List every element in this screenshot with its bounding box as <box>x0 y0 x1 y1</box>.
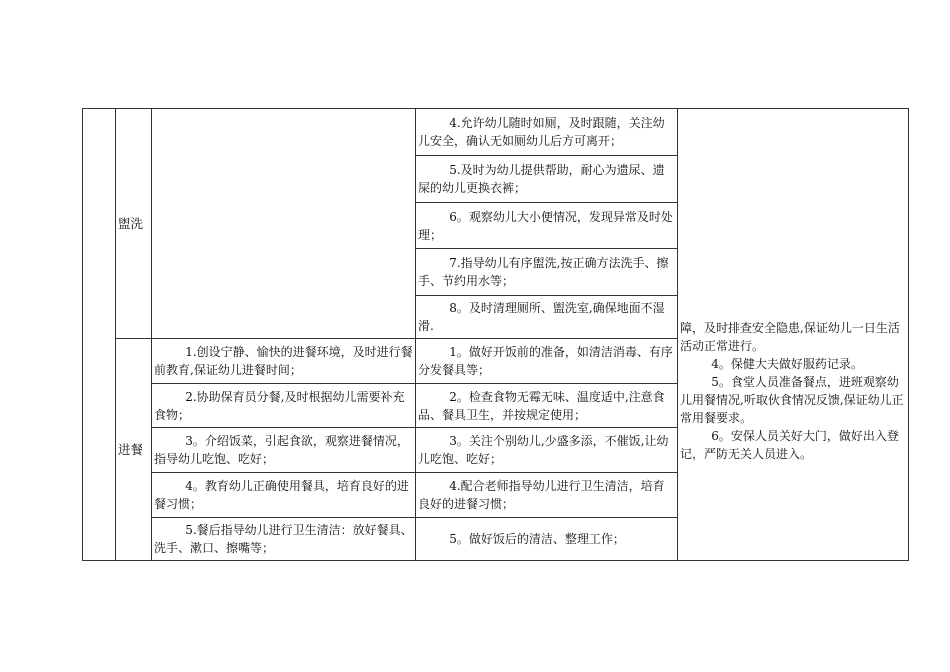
meal-nurse-item: 4.配合老师指导幼儿进行卫生清洁，培育良好的进餐习惯； <box>418 479 665 511</box>
teacher-duty-cell <box>152 339 416 384</box>
teacher-duty-empty-cell <box>152 109 416 339</box>
washing-item: 6。观察幼儿大小便情况，发现异常及时处理； <box>418 209 673 242</box>
teacher-duty-cell <box>152 428 416 473</box>
nurse-duty-cell <box>416 296 678 339</box>
meal-teacher-item: 2.协助保育员分餐,及时根据幼儿需要补充食物； <box>154 389 405 422</box>
category-meal: 进餐 <box>116 339 152 561</box>
teacher-duty-cell <box>152 473 416 518</box>
nurse-duty-cell <box>416 249 678 296</box>
meal-teacher-item: 4。教育幼儿正确使用餐具，培育良好的进餐习惯； <box>154 479 409 511</box>
meal-teacher-item: 1.创设宁静、愉快的进餐环境，及时进行餐前教育,保证幼儿进餐时间； <box>154 345 413 377</box>
meal-nurse-item: 2。检查食物无霉无味、温度适中,注意食品、餐具卫生，并按规定使用； <box>418 389 665 422</box>
nurse-duty-cell <box>416 109 678 156</box>
washing-item: 7.指导幼儿有序盥洗,按正确方法洗手、擦手、节约用水等； <box>418 256 669 288</box>
note-line: 障，及时排查安全隐患,保证幼儿一日生活活动正常进行。 <box>680 320 900 353</box>
nurse-duty-cell <box>416 518 678 561</box>
category-washing: 盥洗 <box>116 109 152 339</box>
table-row <box>83 109 909 156</box>
washing-item: 4.允许幼儿随时如厕，及时跟随，关注幼儿安全，确认无如厕幼儿后方可离开； <box>418 116 665 148</box>
meal-nurse-item: 1。做好开饭前的准备，如清洁消毒、有序分发餐具等； <box>418 345 673 377</box>
meal-teacher-item: 3。介绍饭菜，引起食欲，观察进餐情况，指导幼儿吃饱、吃好； <box>154 434 409 466</box>
washing-item: 5.及时为幼儿提供帮助，耐心为遗尿、遗屎的幼儿更换衣裤； <box>418 163 665 195</box>
teacher-duty-cell <box>152 518 416 561</box>
nurse-duty-cell <box>416 339 678 384</box>
nurse-duty-cell <box>416 428 678 473</box>
staff-notes-cell <box>678 109 909 561</box>
note-line: 6。安保人员关好大门，做好出入登记，严防无关人员进入。 <box>680 428 899 461</box>
nurse-duty-cell <box>416 384 678 428</box>
teacher-duty-cell <box>152 384 416 428</box>
nurse-duty-cell <box>416 156 678 203</box>
note-line: 5。食堂人员准备餐点，进班观察幼儿用餐情况,听取伙食情况反馈,保证幼儿正常用餐要求。 <box>680 374 904 425</box>
blank-column-cell <box>83 109 116 561</box>
nurse-duty-cell <box>416 203 678 249</box>
meal-nurse-item: 5。做好饭后的清洁、整理工作； <box>449 532 625 546</box>
meal-teacher-item: 5.餐后指导幼儿进行卫生清洁：放好餐具、洗手、漱口、擦嘴等； <box>154 523 413 555</box>
meal-nurse-item: 3。关注个别幼儿,少盛多添，不催饭,让幼儿吃饱、吃好； <box>418 434 669 466</box>
washing-item: 8。及时清理厕所、盥洗室,确保地面不湿滑. <box>418 301 665 333</box>
nurse-duty-cell <box>416 473 678 518</box>
daily-routine-table <box>82 108 909 561</box>
note-line: 4。保健大夫做好服药记录。 <box>711 356 863 371</box>
